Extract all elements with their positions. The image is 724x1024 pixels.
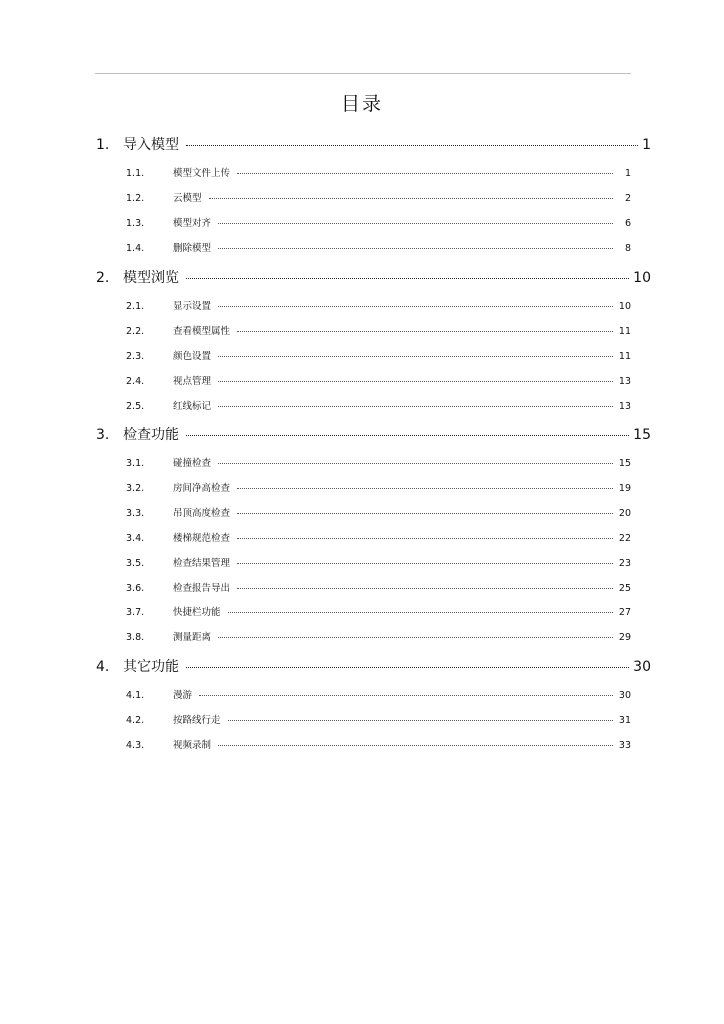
toc-subsection-entry[interactable]	[126, 557, 631, 571]
toc-subsection-entry[interactable]	[126, 457, 631, 471]
subsection-number: 1.2.	[126, 192, 145, 204]
subsection-number: 2.4.	[126, 375, 145, 387]
toc-subsection-entry[interactable]	[126, 217, 631, 231]
subsection-title: 颜色设置	[173, 350, 212, 362]
subsection-page-number: 8	[624, 242, 631, 254]
dot-leader	[237, 331, 613, 332]
subsection-number: 3.2.	[126, 482, 145, 494]
subsection-number: 3.6.	[126, 582, 145, 594]
toc-subsection-entry[interactable]	[126, 631, 631, 645]
subsection-page-number: 30	[618, 690, 631, 701]
subsection-page-number: 27	[618, 607, 631, 619]
subsection-title: 检查报告导出	[173, 582, 231, 594]
toc-subsection-entry[interactable]	[126, 507, 631, 521]
subsection-title: 视频录制	[173, 739, 212, 751]
toc-subsection-entry[interactable]	[126, 482, 631, 496]
dot-leader	[186, 435, 629, 436]
section-title: 其它功能	[123, 659, 179, 675]
toc-section-entry[interactable]	[96, 657, 651, 677]
toc-subsection-entry[interactable]	[126, 606, 631, 620]
subsection-page-number: 25	[618, 582, 631, 594]
section-number: 2.	[96, 270, 110, 286]
dot-leader	[186, 145, 638, 146]
dot-leader	[218, 306, 613, 307]
dot-leader	[228, 612, 613, 613]
subsection-title: 视点管理	[173, 375, 212, 387]
dot-leader	[186, 667, 629, 668]
subsection-title: 红线标记	[173, 400, 212, 412]
subsection-page-number: 20	[618, 507, 631, 519]
subsection-title: 按路线行走	[173, 714, 221, 726]
subsection-number: 2.1.	[126, 301, 145, 312]
toc-section-entry[interactable]	[96, 425, 651, 445]
section-page-number: 10	[633, 270, 651, 286]
dot-leader	[237, 588, 613, 589]
toc-subsection-entry[interactable]	[126, 739, 631, 753]
subsection-number: 1.1.	[126, 168, 145, 179]
subsection-page-number: 23	[618, 557, 631, 569]
subsection-number: 4.2.	[126, 714, 145, 726]
subsection-title: 测量距离	[173, 632, 212, 644]
toc-subsection-entry[interactable]	[126, 325, 631, 339]
toc-subsection-entry[interactable]	[126, 714, 631, 728]
subsection-title: 碰撞检查	[173, 458, 212, 469]
subsection-page-number: 29	[618, 632, 631, 644]
toc-title: 目录	[340, 93, 383, 115]
toc-subsection-entry[interactable]	[126, 689, 631, 703]
subsection-page-number: 6	[624, 217, 631, 229]
subsection-page-number: 1	[624, 168, 631, 179]
dot-leader	[228, 720, 613, 721]
toc-subsection-entry[interactable]	[126, 400, 631, 414]
subsection-page-number: 11	[618, 325, 631, 337]
toc-subsection-entry[interactable]	[126, 532, 631, 546]
subsection-number: 3.5.	[126, 557, 145, 569]
dot-leader	[237, 563, 613, 564]
subsection-page-number: 13	[618, 375, 631, 387]
dot-leader	[237, 538, 613, 539]
subsection-number: 3.8.	[126, 632, 145, 644]
subsection-number: 2.5.	[126, 400, 145, 412]
toc-section-entry[interactable]	[96, 135, 651, 155]
subsection-page-number: 15	[618, 458, 631, 469]
subsection-page-number: 33	[618, 739, 631, 751]
section-page-number: 15	[633, 427, 651, 443]
dot-leader	[218, 637, 613, 638]
dot-leader	[218, 406, 613, 407]
dot-leader	[186, 278, 629, 279]
subsection-title: 删除模型	[173, 242, 212, 254]
dot-leader	[218, 463, 613, 464]
subsection-page-number: 2	[624, 192, 631, 204]
section-title: 检查功能	[123, 427, 179, 443]
subsection-title: 漫游	[173, 690, 193, 701]
subsection-page-number: 19	[618, 482, 631, 494]
dot-leader	[199, 695, 613, 696]
dot-leader	[218, 248, 613, 249]
subsection-number: 3.4.	[126, 532, 145, 544]
dot-leader	[218, 381, 613, 382]
dot-leader	[237, 513, 613, 514]
subsection-title: 快捷栏功能	[173, 607, 221, 619]
subsection-number: 2.2.	[126, 325, 145, 337]
subsection-title: 检查结果管理	[173, 557, 231, 569]
section-number: 4.	[96, 659, 110, 675]
dot-leader	[237, 173, 613, 174]
subsection-title: 模型文件上传	[173, 168, 231, 179]
toc-subsection-entry[interactable]	[126, 582, 631, 596]
subsection-title: 查看模型属性	[173, 325, 231, 337]
section-page-number: 30	[633, 659, 651, 675]
dot-leader	[218, 356, 613, 357]
toc-subsection-entry[interactable]	[126, 242, 631, 256]
subsection-title: 房间净高检查	[173, 482, 231, 494]
subsection-title: 模型对齐	[173, 217, 212, 229]
subsection-number: 2.3.	[126, 350, 145, 362]
subsection-page-number: 13	[618, 400, 631, 412]
toc-subsection-entry[interactable]	[126, 192, 631, 206]
section-number: 1.	[96, 137, 110, 153]
subsection-number: 1.3.	[126, 217, 145, 229]
section-title: 模型浏览	[123, 270, 179, 286]
toc-subsection-entry[interactable]	[126, 375, 631, 389]
subsection-number: 4.1.	[126, 690, 145, 701]
dot-leader	[237, 488, 613, 489]
subsection-page-number: 31	[618, 714, 631, 726]
toc-subsection-entry[interactable]	[126, 300, 631, 314]
dot-leader	[209, 198, 613, 199]
subsection-number: 1.4.	[126, 242, 145, 254]
section-title: 导入模型	[123, 137, 179, 153]
subsection-page-number: 10	[618, 301, 631, 312]
dot-leader	[218, 745, 613, 746]
subsection-number: 3.3.	[126, 507, 145, 519]
section-number: 3.	[96, 427, 110, 443]
subsection-page-number: 11	[618, 350, 631, 362]
subsection-title: 楼梯规范检查	[173, 532, 231, 544]
subsection-title: 云模型	[173, 192, 202, 204]
dot-leader	[218, 223, 613, 224]
subsection-title: 显示设置	[173, 301, 212, 312]
toc-subsection-entry[interactable]	[126, 167, 631, 181]
subsection-number: 4.3.	[126, 739, 145, 751]
subsection-number: 3.7.	[126, 607, 145, 619]
toc-subsection-entry[interactable]	[126, 350, 631, 364]
section-page-number: 1	[642, 137, 651, 153]
subsection-title: 吊顶高度检查	[173, 507, 231, 519]
toc-section-entry[interactable]	[96, 268, 651, 288]
subsection-page-number: 22	[618, 532, 631, 544]
subsection-number: 3.1.	[126, 458, 145, 469]
